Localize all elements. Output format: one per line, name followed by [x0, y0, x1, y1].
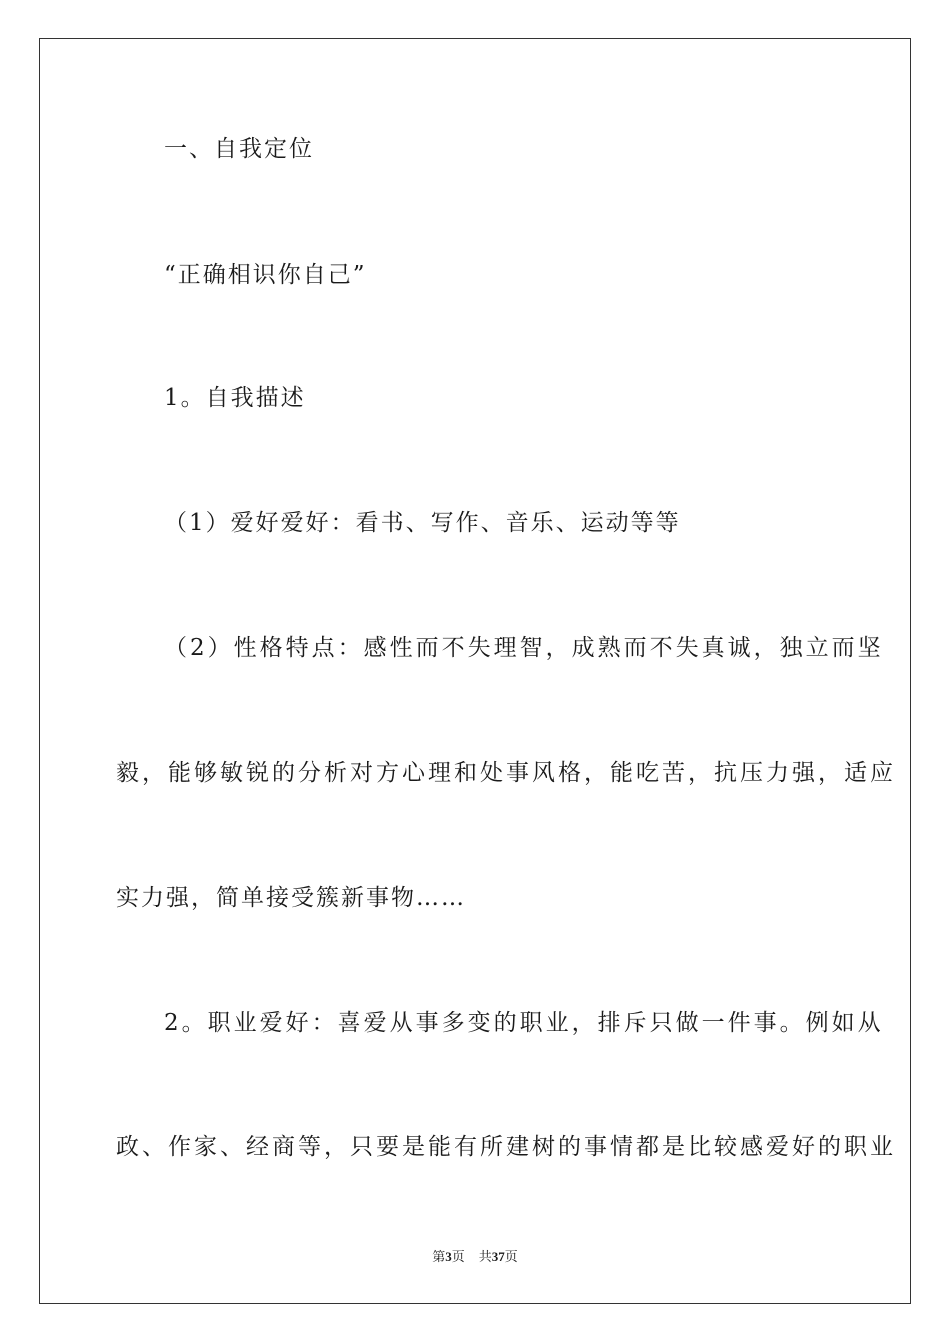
subheading-quote: “正确相识你自己”	[164, 262, 367, 288]
page-suffix: 页	[451, 1249, 465, 1264]
total-pages: 37	[491, 1249, 505, 1264]
page-border	[39, 38, 911, 1304]
paragraph-line: （2）性格特点：感性而不失理智，成熟而不失真诚，独立而坚	[164, 635, 884, 661]
page-footer	[0, 1249, 950, 1265]
page-number: 3	[445, 1249, 452, 1264]
paragraph-line: 实力强，简单接受簇新事物……	[116, 885, 466, 911]
subsection-heading: 1。自我描述	[164, 385, 306, 411]
total-suffix: 页	[504, 1249, 518, 1264]
total-prefix: 共	[478, 1249, 492, 1264]
section-heading: 一、自我定位	[164, 136, 314, 162]
paragraph-line: 毅，能够敏锐的分析对方心理和处事风格，能吃苦，抗压力强，适应	[116, 760, 896, 786]
paragraph-line: 政、作家、经商等，只要是能有所建树的事情都是比较感爱好的职业	[116, 1134, 896, 1160]
page-prefix: 第	[432, 1249, 446, 1264]
paragraph-line: （1）爱好爱好：看书、写作、音乐、运动等等	[164, 510, 681, 536]
paragraph-line: 2。职业爱好：喜爱从事多变的职业，排斥只做一件事。例如从	[164, 1010, 884, 1036]
